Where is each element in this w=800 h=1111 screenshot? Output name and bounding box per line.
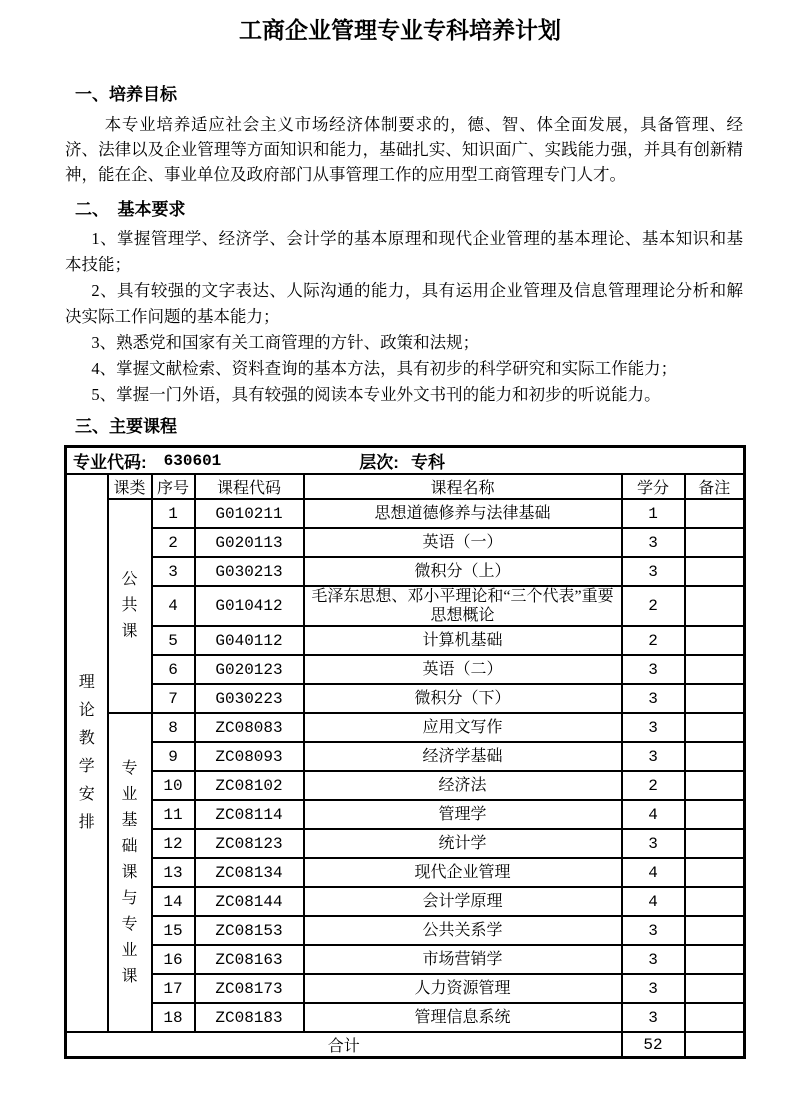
seq-cell: 6 [152, 655, 195, 684]
name-cell: 经济法 [304, 771, 622, 800]
table-row [66, 684, 745, 713]
seq-cell: 17 [152, 974, 195, 1003]
table-total-row [66, 1032, 745, 1058]
total-remarks [685, 1032, 745, 1058]
seq-cell: 15 [152, 916, 195, 945]
level-value: 专科 [410, 453, 445, 472]
table-row [66, 586, 745, 626]
credits-cell: 3 [622, 829, 685, 858]
seq-cell: 5 [152, 626, 195, 655]
credits-cell: 3 [622, 713, 685, 742]
table-row [66, 742, 745, 771]
table-row [66, 1003, 745, 1032]
remarks-cell [685, 1003, 745, 1032]
table-row [66, 974, 745, 1003]
credits-cell: 3 [622, 945, 685, 974]
seq-cell: 14 [152, 887, 195, 916]
remarks-cell [685, 528, 745, 557]
code-cell: ZC08083 [195, 713, 304, 742]
credits-cell: 3 [622, 684, 685, 713]
table-row [66, 626, 745, 655]
major-code-label: 专业代码: [73, 453, 147, 472]
code-cell: G020113 [195, 528, 304, 557]
code-cell: ZC08173 [195, 974, 304, 1003]
remarks-cell [685, 557, 745, 586]
name-cell: 经济学基础 [304, 742, 622, 771]
table-row [66, 887, 745, 916]
seq-cell: 18 [152, 1003, 195, 1032]
category-group-label: 专业基础课与专业课 [121, 759, 138, 985]
seq-cell: 16 [152, 945, 195, 974]
remarks-cell [685, 713, 745, 742]
name-cell: 应用文写作 [304, 713, 622, 742]
code-cell: G040112 [195, 626, 304, 655]
row-group-cell [66, 474, 108, 1032]
seq-cell: 10 [152, 771, 195, 800]
credits-cell: 3 [622, 655, 685, 684]
seq-cell: 9 [152, 742, 195, 771]
category-group-cell [108, 713, 152, 1032]
remarks-cell [685, 684, 745, 713]
meta-line [67, 448, 743, 473]
table-row [66, 858, 745, 887]
code-cell: ZC08114 [195, 800, 304, 829]
name-cell: 统计学 [304, 829, 622, 858]
name-cell: 现代企业管理 [304, 858, 622, 887]
remarks-cell [685, 974, 745, 1003]
name-cell: 公共关系学 [304, 916, 622, 945]
level-label: 层次: [359, 453, 399, 472]
name-cell: 英语（二） [304, 655, 622, 684]
remarks-cell [685, 887, 745, 916]
seq-cell: 2 [152, 528, 195, 557]
seq-cell: 12 [152, 829, 195, 858]
credits-cell: 4 [622, 800, 685, 829]
table-row [66, 713, 745, 742]
name-cell: 微积分（下） [304, 684, 622, 713]
code-cell: ZC08163 [195, 945, 304, 974]
document-page [0, 14, 800, 1111]
name-cell: 计算机基础 [304, 626, 622, 655]
remarks-cell [685, 916, 745, 945]
name-cell: 英语（一） [304, 528, 622, 557]
table-meta-row [66, 447, 745, 475]
remarks-cell [685, 742, 745, 771]
name-cell: 思想道德修养与法律基础 [304, 499, 622, 528]
credits-cell: 4 [622, 887, 685, 916]
page-title: 工商企业管理专业专科培养计划 [239, 17, 561, 43]
curriculum-table [64, 445, 746, 1059]
code-cell: ZC08144 [195, 887, 304, 916]
remarks-cell [685, 945, 745, 974]
category-group-cell [108, 499, 152, 713]
remarks-cell [685, 771, 745, 800]
requirement-item-1: 1、掌握管理学、经济学、会计学的基本原理和现代企业管理的基本理论、基本知识和基本技能； [65, 229, 743, 274]
table-row [66, 499, 745, 528]
credits-cell: 3 [622, 528, 685, 557]
header-seq: 序号 [152, 474, 195, 499]
table-row [66, 829, 745, 858]
seq-cell: 8 [152, 713, 195, 742]
code-cell: ZC08093 [195, 742, 304, 771]
table-header-row [66, 474, 745, 499]
header-credits: 学分 [622, 474, 685, 499]
credits-cell: 3 [622, 742, 685, 771]
major-code-value: 630601 [163, 451, 222, 470]
requirement-item-5: 5、掌握一门外语，具有较强的阅读本专业外文书刊的能力和初步的听说能力。 [91, 385, 661, 404]
name-cell: 管理信息系统 [304, 1003, 622, 1032]
remarks-cell [685, 800, 745, 829]
credits-cell: 2 [622, 586, 685, 626]
table-row [66, 655, 745, 684]
name-cell: 市场营销学 [304, 945, 622, 974]
credits-cell: 1 [622, 499, 685, 528]
header-category: 课类 [108, 474, 152, 499]
seq-cell: 11 [152, 800, 195, 829]
seq-cell: 7 [152, 684, 195, 713]
table-row [66, 528, 745, 557]
credits-cell: 3 [622, 974, 685, 1003]
table-row [66, 916, 745, 945]
section-1-paragraph: 本专业培养适应社会主义市场经济体制要求的，德、智、体全面发展，具备管理、经济、法律以及企业管理等方面知识和能力，基础扎实、知识面广、实践能力强，并具有创新精神，能在企、事业单位及政府部门从事管理工作的应用型工商管理专门人才。 [65, 115, 743, 184]
name-cell: 会计学原理 [304, 887, 622, 916]
credits-cell: 3 [622, 916, 685, 945]
credits-cell: 2 [622, 626, 685, 655]
requirement-item-4: 4、掌握文献检索、资料查询的基本方法，具有初步的科学研究和实际工作能力； [91, 359, 678, 378]
name-cell: 人力资源管理 [304, 974, 622, 1003]
table-row [66, 945, 745, 974]
code-cell: G010211 [195, 499, 304, 528]
seq-cell: 1 [152, 499, 195, 528]
credits-cell: 3 [622, 1003, 685, 1032]
seq-cell: 4 [152, 586, 195, 626]
remarks-cell [685, 626, 745, 655]
remarks-cell [685, 586, 745, 626]
section-2-heading: 二、 基本要求 [75, 200, 186, 219]
remarks-cell [685, 829, 745, 858]
seq-cell: 3 [152, 557, 195, 586]
code-cell: G030223 [195, 684, 304, 713]
remarks-cell [685, 655, 745, 684]
header-code: 课程代码 [195, 474, 304, 499]
name-cell: 管理学 [304, 800, 622, 829]
code-cell: ZC08153 [195, 916, 304, 945]
code-cell: G010412 [195, 586, 304, 626]
code-cell: ZC08102 [195, 771, 304, 800]
credits-cell: 2 [622, 771, 685, 800]
credits-cell: 4 [622, 858, 685, 887]
name-cell: 毛泽东思想、邓小平理论和“三个代表”重要思想概论 [304, 586, 622, 626]
seq-cell: 13 [152, 858, 195, 887]
credits-cell: 3 [622, 557, 685, 586]
code-cell: ZC08183 [195, 1003, 304, 1032]
total-label: 合计 [66, 1032, 622, 1058]
table-row [66, 800, 745, 829]
remarks-cell [685, 858, 745, 887]
code-cell: G020123 [195, 655, 304, 684]
table-row [66, 557, 745, 586]
requirement-item-2: 2、具有较强的文字表达、人际沟通的能力，具有运用企业管理及信息管理理论分析和解决实际工作问题的基本能力； [65, 281, 743, 326]
header-remarks: 备注 [685, 474, 745, 499]
requirement-item-3: 3、熟悉党和国家有关工商管理的方针、政策和法规； [91, 333, 480, 352]
section-3-heading: 三、主要课程 [75, 417, 177, 436]
code-cell: ZC08123 [195, 829, 304, 858]
name-cell: 微积分（上） [304, 557, 622, 586]
header-name: 课程名称 [304, 474, 622, 499]
code-cell: G030213 [195, 557, 304, 586]
row-group-label: 理论教学安排 [78, 674, 95, 831]
code-cell: ZC08134 [195, 858, 304, 887]
total-credits: 52 [622, 1032, 685, 1058]
section-1-heading: 一、培养目标 [75, 85, 177, 104]
category-group-label: 公共课 [121, 571, 138, 640]
remarks-cell [685, 499, 745, 528]
table-row [66, 771, 745, 800]
